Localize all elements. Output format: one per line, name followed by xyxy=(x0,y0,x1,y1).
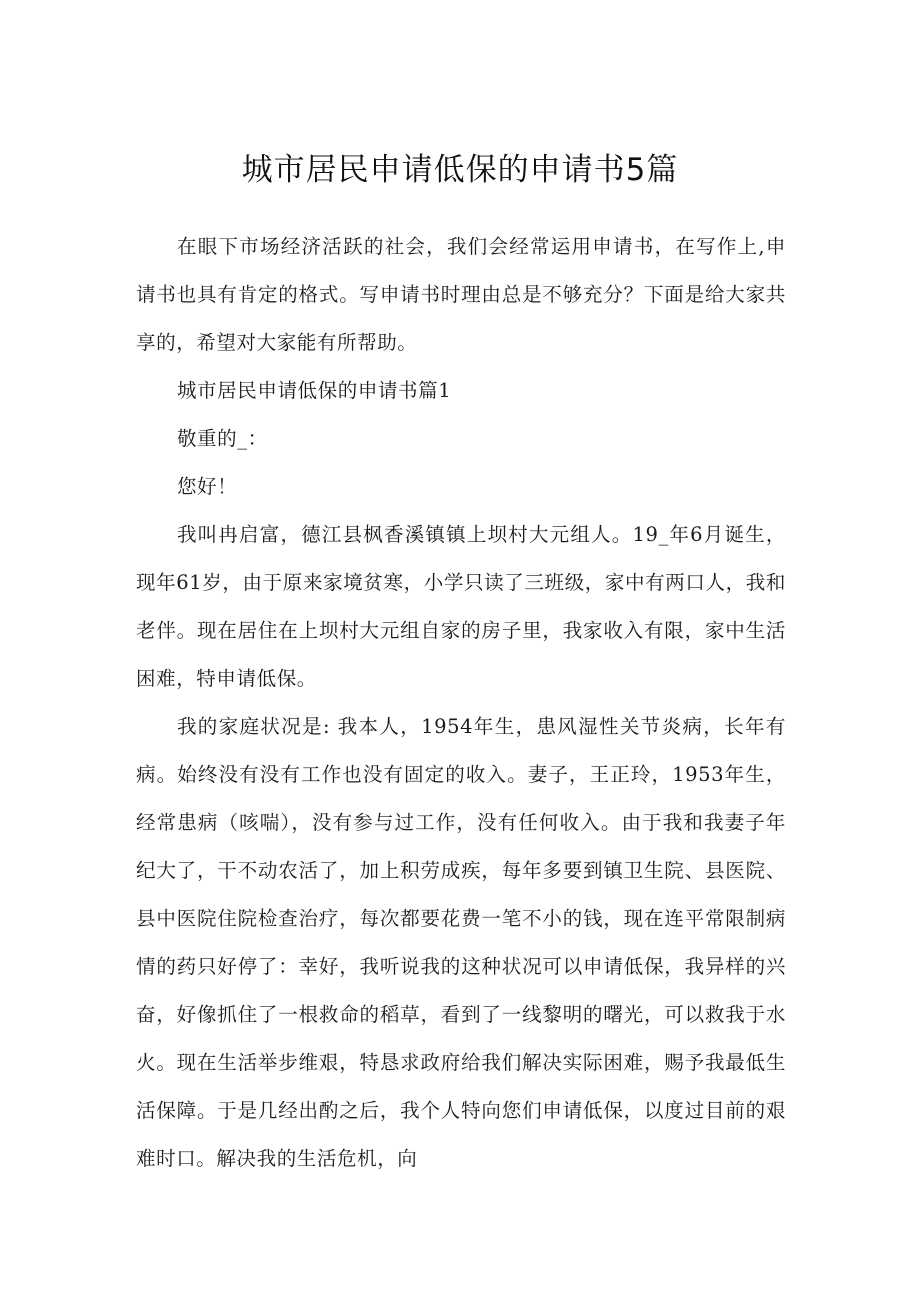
document-title: 城市居民申请低保的申请书5篇 xyxy=(241,152,679,188)
greeting: 您好！ xyxy=(176,475,238,498)
family-situation-paragraph: 我的家庭状况是: 我本人，1954年生，患风湿性关节炎病，长年有病。始终没有没有工作也没有固定的收入。妻子，王正玲，1953年生，经常患病（咳喘），没有参与过工作，没有任何收入。由于我和我妻子年纪大了，干不动农活了，加上积劳成疾，每年多要到镇卫生院、县医院、县中医院住院检查治疗，每次都要花费一笔不小的钱，现在连平常限制病情的药只好停了：幸好，我听说我的这种状况可以申请低保，我异样的兴奋，好像抓住了一根救命的稻草，看到了一线黎明的曙光，可以救我于水火。现在生活举步维艰，特恳求政府给我们解决实际困难，赐予我最低生活保障。于是几经出酌之后，我个人特向您们申请低保，以度过目前的艰难时口。解决我的生活危机，向 xyxy=(136,715,786,1170)
intro-paragraph: 在眼下市场经济活跃的社会，我们会经常运用申请书，在写作上,申请书也具有肯定的格式。写申请书时理由总是不够充分？下面是给大家共享的，希望对大家能有所帮助。 xyxy=(136,235,786,354)
document-body xyxy=(136,223,786,1183)
section-heading: 城市居民申请低保的申请书篇1 xyxy=(176,379,452,402)
salutation: 敬重的_： xyxy=(176,427,268,450)
self-introduction-paragraph: 我叫冉启富，德江县枫香溪镇镇上坝村大元组人。19_年6月诞生，现年61岁，由于原来家境贫寒，小学只读了三班级，家中有两口人，我和老伴。现在居住在上坝村大元组自家的房子里，我家收入有限，家中生活困难，特申请低保。 xyxy=(136,523,786,690)
